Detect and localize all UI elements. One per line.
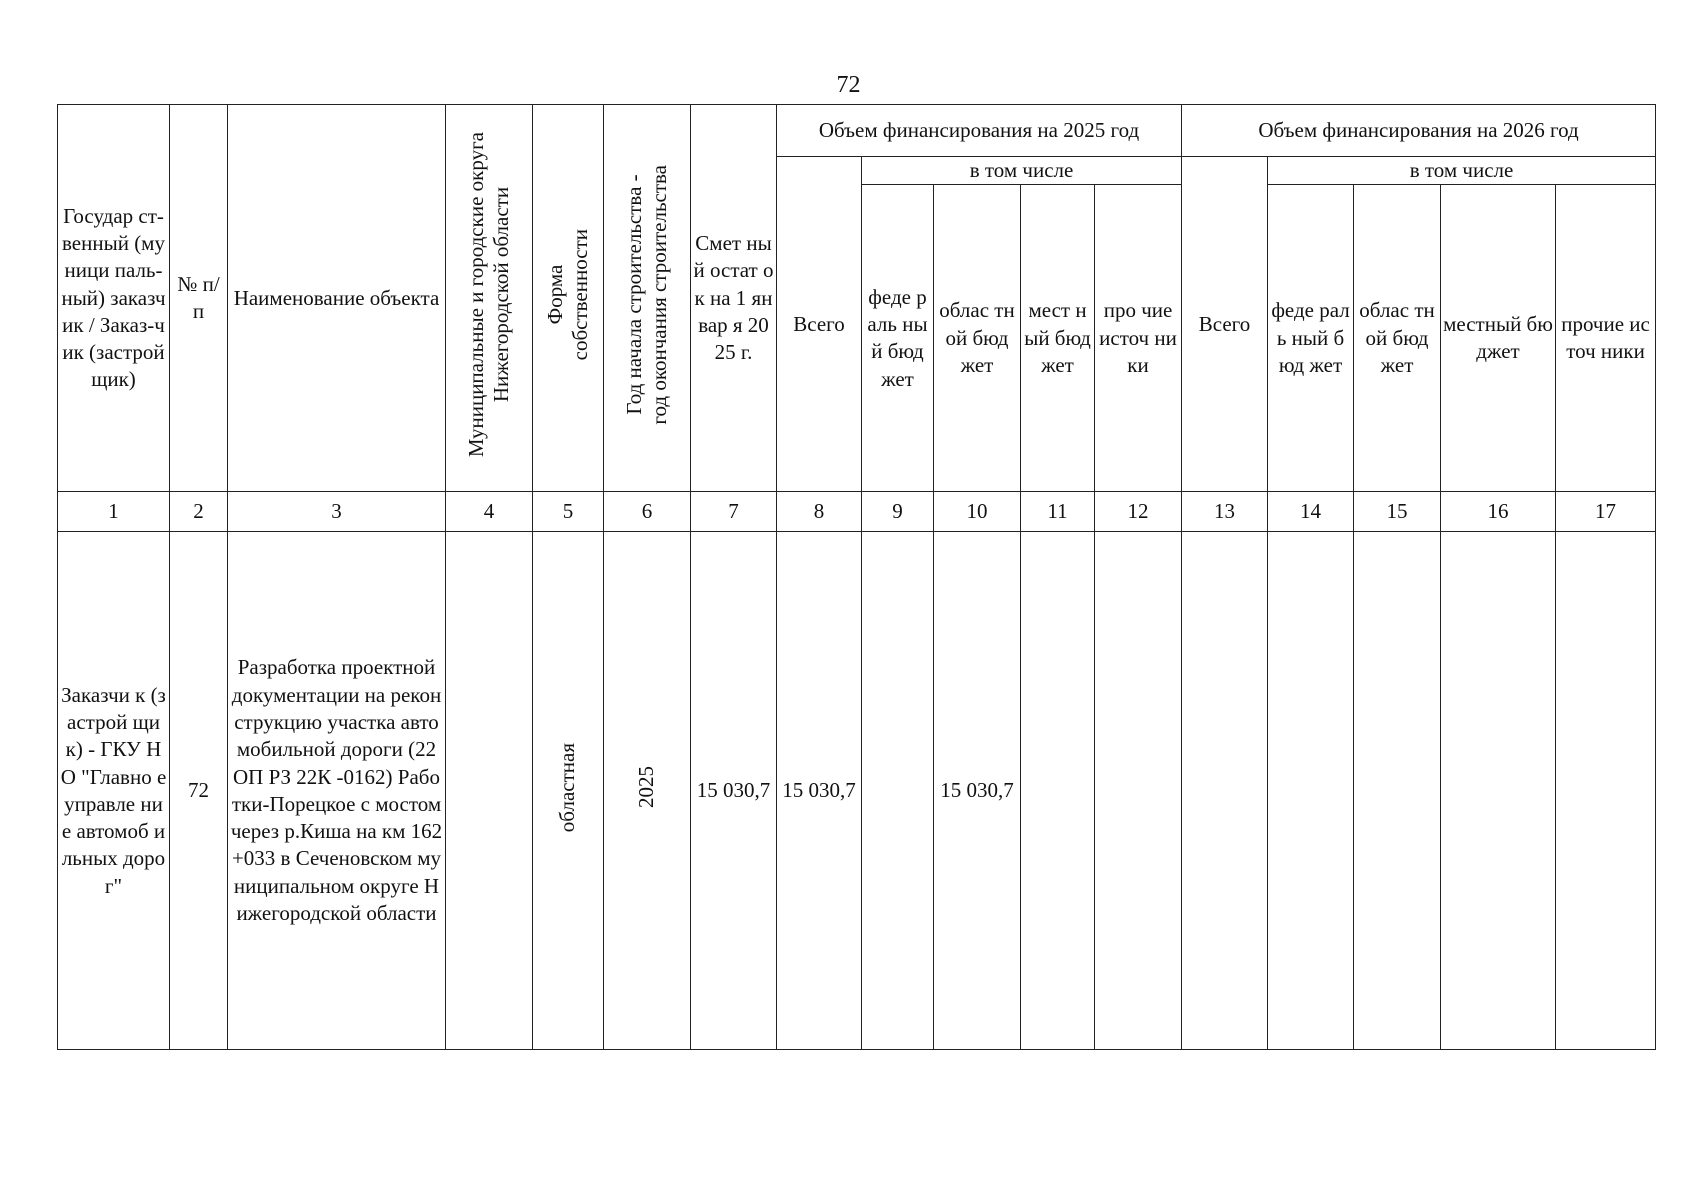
column-number: 13 [1182, 492, 1268, 532]
column-number: 3 [228, 492, 446, 532]
column-number: 14 [1268, 492, 1354, 532]
header-municipal: Муниципальные и городские округа Нижегородской области [446, 105, 533, 492]
header-years: Год начала строительства - год окончания строительства [604, 105, 691, 492]
row-num: 72 [170, 532, 228, 1050]
row-total-2026 [1182, 532, 1268, 1050]
header-local-2026: местный бюджет [1441, 185, 1556, 492]
row-object-name: Разработка проектной документации на реконструкцию участка автомобильной дороги (22 ОП РЗ 22К -0162) Работки-Порецкое с мостом через р.Киша на км 162+033 в Сеченовском муниципальном округе Нижегородской области [228, 532, 446, 1050]
header-regional-2026: облас тной бюд жет [1354, 185, 1441, 492]
header-ownership: Форма собственности [533, 105, 604, 492]
header-financing-2025: Объем финансирования на 2025 год [777, 105, 1182, 157]
row-years: 2025 [604, 532, 691, 1050]
column-number: 9 [862, 492, 934, 532]
column-number: 4 [446, 492, 533, 532]
row-local-2025 [1021, 532, 1095, 1050]
row-customer: Заказчи к (застрой щик) - ГКУ НО "Главно е управле ние автомоб ильных дорог" [58, 532, 170, 1050]
row-federal-2026 [1268, 532, 1354, 1050]
header-federal-2025: феде раль ный бюд жет [862, 185, 934, 492]
column-number: 2 [170, 492, 228, 532]
header-customer: Государ ст-венный (муници паль-ный) заказчик / Заказ-чик (застрой щик) [58, 105, 170, 492]
column-number: 17 [1556, 492, 1656, 532]
page-number: 72 [836, 72, 861, 98]
header-financing-2026: Объем финансирования на 2026 год [1182, 105, 1656, 157]
header-including-2025: в том числе [862, 157, 1182, 185]
column-number-row [58, 492, 1656, 532]
table-row [58, 532, 1656, 1050]
header-federal-2026: феде раль ный бюд жет [1268, 185, 1354, 492]
row-federal-2025 [862, 532, 934, 1050]
header-num: № п/п [170, 105, 228, 492]
header-other-2026: прочие источ ники [1556, 185, 1656, 492]
header-total-2025: Всего [777, 157, 862, 492]
financing-table [57, 104, 1656, 1050]
column-number: 12 [1095, 492, 1182, 532]
header-including-2026: в том числе [1268, 157, 1656, 185]
row-other-2025 [1095, 532, 1182, 1050]
header-name: Наименование объекта [228, 105, 446, 492]
row-municipal [446, 532, 533, 1050]
row-other-2026 [1556, 532, 1656, 1050]
row-balance: 15 030,7 [691, 532, 777, 1050]
header-regional-2025: облас тной бюд жет [934, 185, 1021, 492]
column-number: 8 [777, 492, 862, 532]
row-total-2025: 15 030,7 [777, 532, 862, 1050]
header-other-2025: про чие источ ники [1095, 185, 1182, 492]
column-number: 5 [533, 492, 604, 532]
row-regional-2026 [1354, 532, 1441, 1050]
row-ownership: областная [533, 532, 604, 1050]
header-balance: Смет ный остат ок на 1 январ я 2025 г. [691, 105, 777, 492]
row-local-2026 [1441, 532, 1556, 1050]
header-local-2025: мест ный бюд жет [1021, 185, 1095, 492]
column-number: 7 [691, 492, 777, 532]
column-number: 16 [1441, 492, 1556, 532]
column-number: 11 [1021, 492, 1095, 532]
header-total-2026: Всего [1182, 157, 1268, 492]
column-number: 10 [934, 492, 1021, 532]
column-number: 1 [58, 492, 170, 532]
column-number: 6 [604, 492, 691, 532]
row-regional-2025: 15 030,7 [934, 532, 1021, 1050]
column-number: 15 [1354, 492, 1441, 532]
